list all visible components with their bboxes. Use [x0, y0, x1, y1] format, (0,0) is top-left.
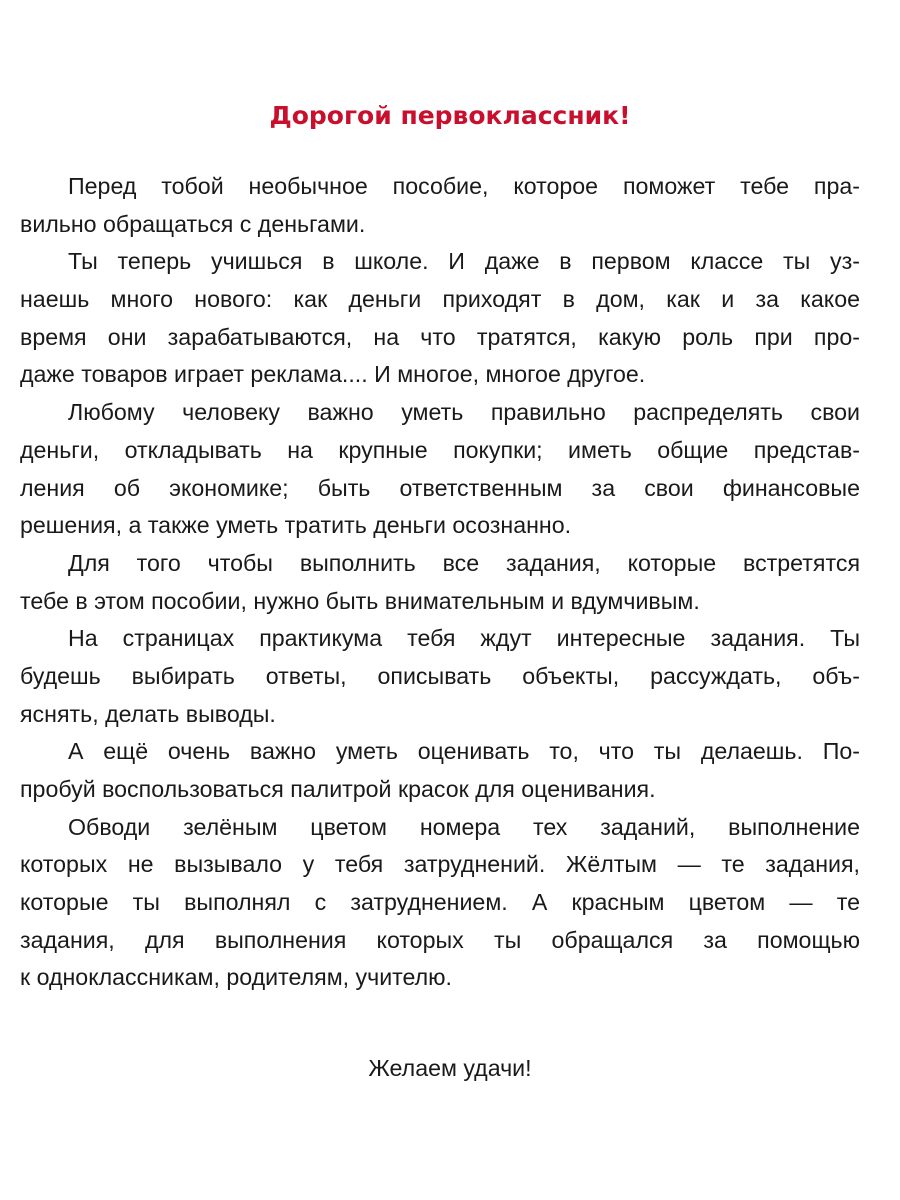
text-line: Обводи зелёным цветом номера тех заданий, выполнение — [68, 813, 860, 840]
text-line: тебе в этом пособии, нужно быть внимательным и вдумчивым. — [20, 587, 700, 614]
text-line: которых не вызывало у тебя затруднений. Жёлтым — те задания, — [20, 851, 860, 878]
text-line: время они зарабатываются, на что тратятся, какую роль при про- — [20, 323, 860, 350]
closing-line: Желаем удачи! — [368, 1055, 532, 1081]
text-line: яснять, делать выводы. — [20, 700, 276, 727]
text-line: На страницах практикума тебя ждут интересные задания. Ты — [68, 625, 860, 652]
text-line: ления об экономике; быть ответственным за свои финансовые — [20, 474, 860, 501]
text-line: к одноклассникам, родителям, учителю. — [20, 964, 452, 991]
text-line: деньги, откладывать на крупные покупки; иметь общие представ- — [20, 436, 860, 463]
text-line: даже товаров играет реклама.... И многое, многое другое. — [20, 361, 646, 388]
document-title: Дорогой первоклассник! — [269, 101, 631, 130]
text-line: А ещё очень важно уметь оценивать то, что ты делаешь. По- — [68, 738, 860, 765]
text-line: будешь выбирать ответы, описывать объекты, рассуждать, объ- — [20, 662, 860, 689]
text-line: наешь много нового: как деньги приходят в дом, как и за какое — [20, 286, 860, 313]
document-body — [20, 168, 860, 997]
text-line: которые ты выполнял с затруднением. А красным цветом — те — [20, 889, 860, 916]
text-line: Любому человеку важно уметь правильно распределять свои — [68, 399, 860, 426]
text-line: задания, для выполнения которых ты обращался за помощью — [20, 926, 860, 953]
text-line: Перед тобой необычное пособие, которое поможет тебе пра- — [68, 173, 860, 199]
text-line: вильно обращаться с деньгами. — [20, 210, 366, 237]
text-line: пробуй воспользоваться палитрой красок для оценивания. — [20, 776, 656, 802]
text-line: Ты теперь учишься в школе. И даже в первом классе ты уз- — [68, 248, 860, 275]
text-line: решения, а также уметь тратить деньги осознанно. — [20, 512, 572, 539]
text-line: Для того чтобы выполнить все задания, которые встретятся — [68, 549, 860, 576]
